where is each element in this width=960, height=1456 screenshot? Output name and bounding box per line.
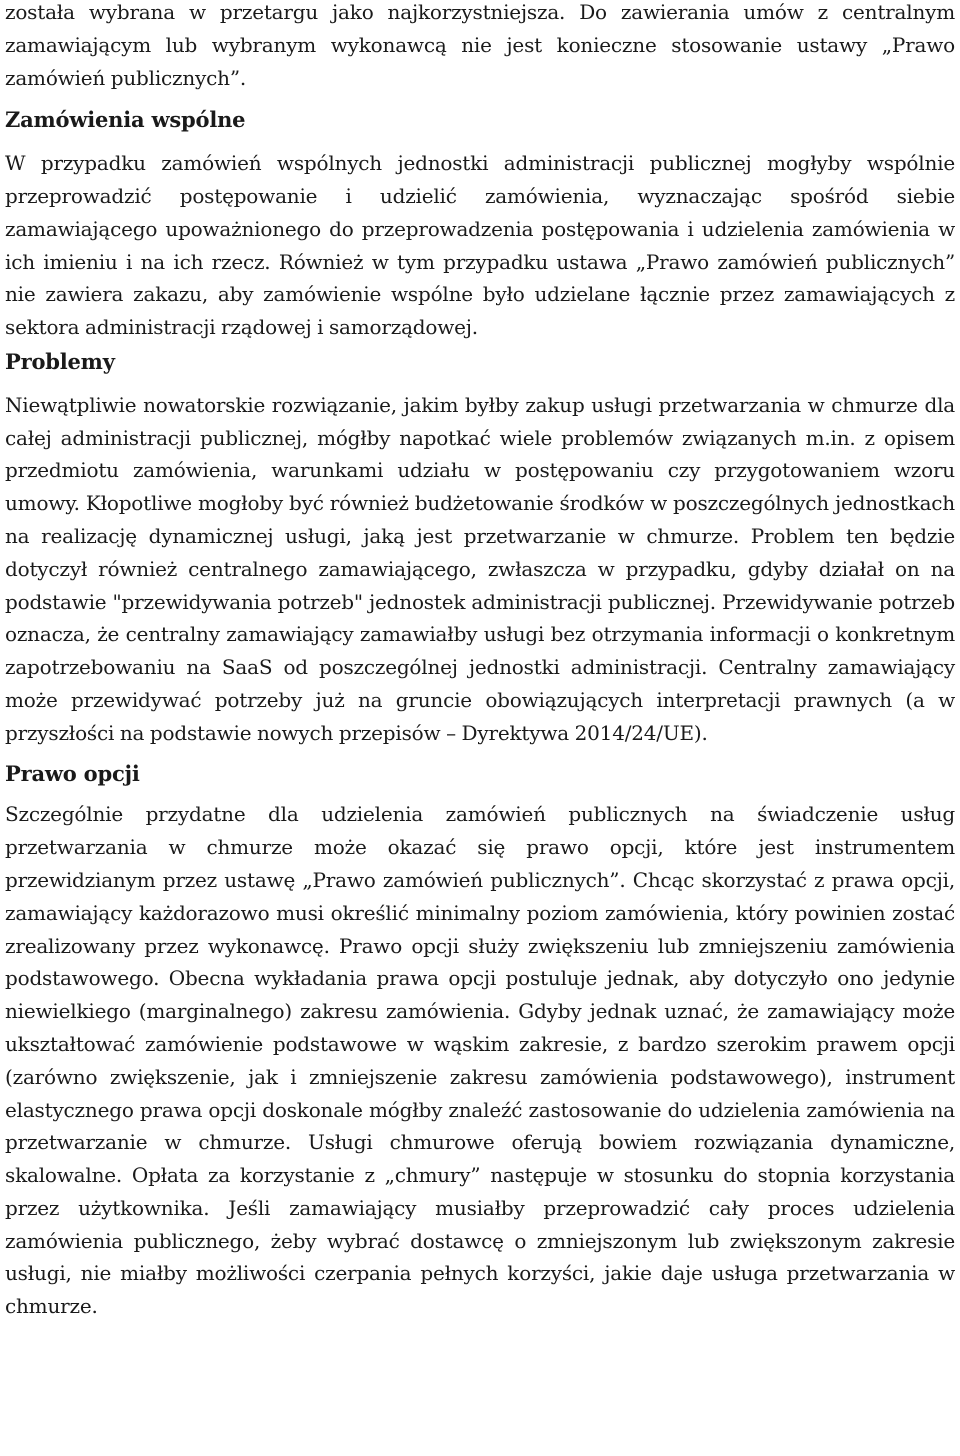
section-paragraph-zamowienia-wspolne: W przypadku zamówień wspólnych jednostki administracji publicznej mogłyby wspólnie przeprowadzić postępowanie i udzielić zamówienia, wyznaczając spośród siebie zamawiającego upoważnionego do przeprowadzenia postępowania i udzielenia zamówienia w ich imieniu i na ich rzecz. Również w tym przypadku ustawa „Prawo zamówień publicznych” nie zawiera zakazu, aby zamówienie wspólne było udzielane łącznie przez zamawiających z sektora administracji rządowej i samorządowej.	[5, 151, 955, 340]
section-paragraph-problemy: Niewątpliwie nowatorskie rozwiązanie, jakim byłby zakup usługi przetwarzania w chmurze dla całej administracji publicznej, mógłby napotkać wiele problemów związanych m.in. z opisem przedmiotu zamówienia, warunkami udziału w postępowaniu czy przygotowaniem wzoru umowy. Kłopotliwe mogłoby być również budżetowanie środków w poszczególnych jednostkach na realizację dynamicznej usługi, jaką jest przetwarzanie w chmurze. Problem ten będzie dotyczył również centralnego zamawiającego, zwłaszcza w przypadku, gdyby działał on na podstawie "przewidywania potrzeb" jednostek administracji publicznej. Przewidywanie potrzeb oznacza, że centralny zamawiający zamawiałby usługi bez otrzymania informacji o konkretnym zapotrzebowaniu na SaaS od poszczególnej jednostki administracji. Centralny zamawiający może przewidywać potrzeby już na gruncie obowiązujących interpretacji prawnych (a w przyszłości na podstawie nowych przepisów – Dyrektywa 2014/24/UE).	[5, 392, 955, 745]
section-paragraph-prawo-opcji: Szczególnie przydatne dla udzielenia zamówień publicznych na świadczenie usług przetwarzania w chmurze może okazać się prawo opcji, które jest instrumentem przewidzianym przez ustawę „Prawo zamówień publicznych”. Chcąc skorzystać z prawa opcji, zamawiający każdorazowo musi określić minimalny poziom zamówienia, który powinien zostać zrealizowany przez wykonawcę. Prawo opcji służy zwiększeniu lub zmniejszeniu zamówienia podstawowego. Obecna wykładania prawa opcji postuluje jednak, aby dotyczyło ono jedynie niewielkiego (marginalnego) zakresu zamówienia. Gdyby jednak uznać, że zamawiający może ukształtować zamówienie podstawowe w wąskim zakresie, z bardzo szerokim prawem opcji (zarówno zwiększenie, jak i zmniejszenie zakresu zamówienia podstawowego), instrument elastycznego prawa opcji doskonale mógłby znaleźć zastosowanie do udzielenia zamówienia na przetwarzanie w chmurze. Usługi chmurowe oferują bowiem rozwiązania dynamiczne, skalowalne. Opłata za korzystanie z „chmury” następuje w stosunku do stopnia korzystania przez użytkownika. Jeśli zamawiający musiałby przeprowadzić cały proces udzielenia zamówienia publicznego, żeby wybrać dostawcę o zmniejszonym lub zwiększonym zakresie usługi, nie miałby możliwości czerpania pełnych korzyści, jakie daje usługa przetwarzania w chmurze.	[5, 802, 955, 1319]
section-heading-prawo-opcji: Prawo opcji	[5, 760, 140, 786]
intro-paragraph: została wybrana w przetargu jako najkorzystniejsza. Do zawierania umów z centralnym zamawiającym lub wybranym wykonawcą nie jest konieczne stosowanie ustawy „Prawo zamówień publicznych”.	[5, 0, 955, 90]
section-heading-zamowienia-wspolne: Zamówienia wspólne	[5, 107, 246, 133]
document-page	[5, 0, 955, 1323]
section-heading-problemy: Problemy	[5, 348, 115, 374]
